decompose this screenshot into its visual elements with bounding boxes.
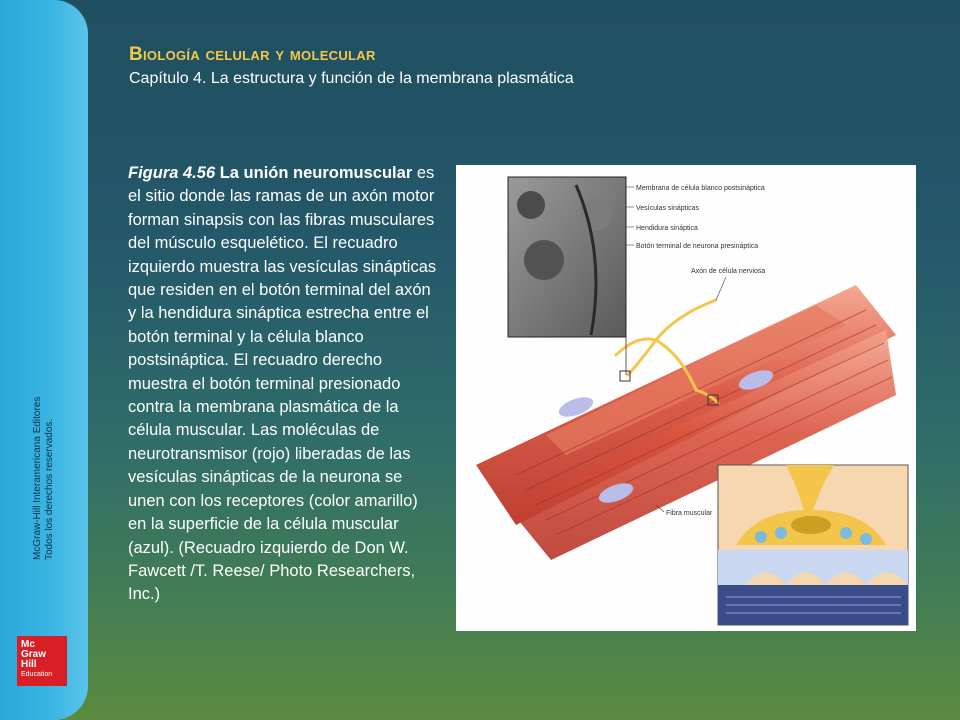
sidebar [0, 0, 88, 720]
neuromuscular-junction-figure [456, 165, 916, 631]
publisher-line-2: Todos los derechos reservados. [44, 418, 55, 560]
label-synaptic-cleft: Hendidura sináptica [636, 225, 698, 232]
label-synaptic-vesicles: Vesículas sinápticas [636, 205, 700, 212]
book-title: Biología celular y molecular [129, 44, 376, 65]
caption-body: es el sitio donde las ramas de un axón motor forman sinapsis con las fibras musculares del músculo esquelético. El recuadro izquierdo muestra las vesículas sinápticas que residen en el botón terminal del axón y la hendidura sináptica estrecha entre el botón terminal y la célula blanco postsináptica. El recuadro derecho muestra el botón terminal presionado contra la membrana plasmática de la célula muscular. Las moléculas de neurotransmisor (rojo) liberadas de las vesículas sinápticas de la neurona se unen con los receptores (color amarillo) en la superficie de la célula muscular (azul). (Recuadro izquierdo de Don W. Fawcett /T. Reese/ Photo Researchers, Inc.) [128, 164, 437, 604]
figure-caption [128, 162, 438, 607]
label-presynaptic-terminal: Botón terminal de neurona presináptica [636, 243, 759, 250]
figure-illustration [456, 165, 916, 631]
mcgraw-hill-logo: Mc Graw Hill Education [17, 636, 67, 686]
publisher-line-1: McGraw-Hill Interamericana Editores [32, 396, 43, 560]
figure-label: Figura 4.56 [128, 164, 216, 182]
label-muscle-fiber: Fibra muscular [666, 510, 713, 517]
label-nerve-axon: Axón de célula nerviosa [691, 268, 766, 275]
label-postsynaptic-membrane: Membrana de célula blanco postsináptica [636, 185, 765, 192]
publisher-notice [32, 320, 56, 560]
chapter-subtitle: Capítulo 4. La estructura y función de la membrana plasmática [129, 70, 574, 87]
detail-inset [718, 465, 908, 625]
micrograph-inset [508, 177, 626, 375]
caption-lead: La unión neuromuscular [219, 164, 413, 182]
